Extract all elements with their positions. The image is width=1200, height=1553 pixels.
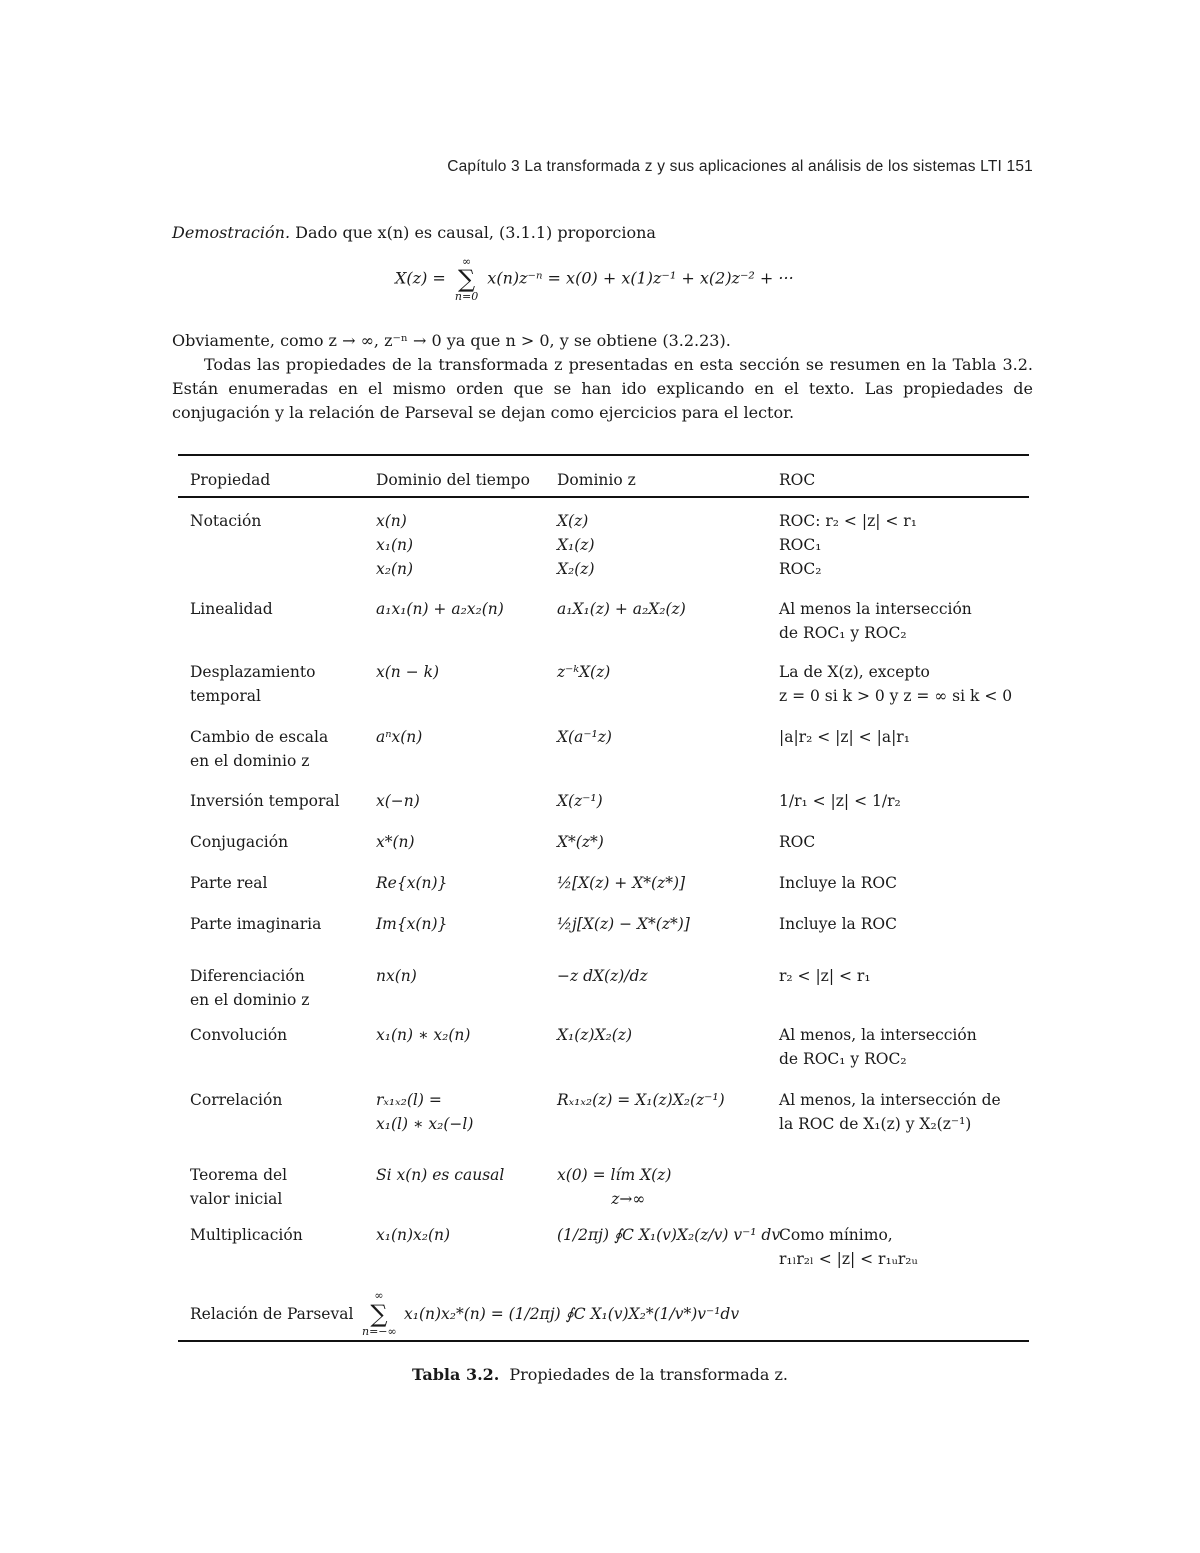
cell-z-domain: ½j[X(z) − X*(z*)] — [557, 915, 690, 933]
cell-roc: 1/r₁ < |z| < 1/r₂ — [779, 792, 901, 810]
cell-z-domain: a₁X₁(z) + a₂X₂(z) — [557, 600, 686, 618]
parseval-expression: x₁(n)x₂*(n) = (1/2πj) ∮C X₁(v)X₂*(1/v*)v⁻¹dv — [404, 1305, 740, 1323]
cell-property: Conjugación — [190, 833, 289, 851]
cell-time-domain: x*(n) — [376, 833, 415, 851]
cell-z-domain: z⁻ᵏX(z) — [557, 663, 611, 681]
cell-property: Correlación — [190, 1091, 283, 1109]
cell-z-domain: X₁(z)X₂(z) — [557, 1026, 633, 1044]
col-header-dominio-tiempo: Dominio del tiempo — [376, 471, 530, 489]
parseval-label: Relación de Parseval — [190, 1305, 354, 1323]
cell-property: Desplazamiento temporal — [190, 663, 316, 705]
cell-z-domain: ½[X(z) + X*(z*)] — [557, 874, 686, 892]
cell-property: Teorema del valor inicial — [190, 1166, 288, 1208]
col-header-dominio-z: Dominio z — [557, 471, 636, 489]
cell-property: Linealidad — [190, 600, 273, 618]
cell-property: Notación — [190, 512, 262, 530]
cell-time-domain: rₓ₁ₓ₂(l) = x₁(l) ∗ x₂(−l) — [376, 1091, 474, 1133]
obviamente-line: Obviamente, como z → ∞, z⁻ⁿ → 0 ya que n > 0, y se obtiene (3.2.23). — [172, 331, 731, 350]
cell-roc: r₂ < |z| < r₁ — [779, 967, 871, 985]
cell-roc: Incluye la ROC — [779, 874, 897, 892]
sum-equation — [395, 256, 794, 302]
cell-time-domain: a₁x₁(n) + a₂x₂(n) — [376, 600, 504, 618]
cell-z-domain: Rₓ₁ₓ₂(z) = X₁(z)X₂(z⁻¹) — [557, 1091, 725, 1109]
table-bottom-rule — [178, 1340, 1029, 1342]
col-header-roc: ROC — [779, 471, 816, 489]
cell-z-domain: X(a⁻¹z) — [557, 728, 612, 746]
equation-left: X(z) = — [395, 268, 446, 288]
parseval-summation — [362, 1290, 396, 1338]
sigma-glyph: ∑ — [457, 265, 476, 293]
running-head: Capítulo 3 La transformada z y sus aplicaciones al análisis de los sistemas LTI 151 — [447, 158, 1033, 175]
cell-z-domain: X*(z*) — [557, 833, 604, 851]
cell-z-domain: x(0) = lím X(z) z→∞ — [557, 1166, 672, 1208]
cell-z-domain: X(z⁻¹) — [557, 792, 603, 810]
table-header-rule — [178, 496, 1029, 498]
cell-time-domain: x₁(n) ∗ x₂(n) — [376, 1026, 471, 1044]
table-top-rule — [178, 454, 1029, 456]
cell-roc: |a|r₂ < |z| < |a|r₁ — [779, 728, 910, 746]
cell-time-domain: Re{x(n)} — [376, 874, 448, 892]
parseval-sum-lower: n=−∞ — [362, 1325, 397, 1338]
cell-z-domain: (1/2πj) ∮C X₁(v)X₂(z/v) v⁻¹ dv — [557, 1226, 781, 1244]
cell-z-domain: −z dX(z)/dz — [557, 967, 648, 985]
cell-property: Convolución — [190, 1026, 288, 1044]
col-header-propiedad: Propiedad — [190, 471, 271, 489]
table-caption — [0, 1365, 1200, 1384]
demostracion-label: Demostración. — [172, 223, 291, 242]
cell-time-domain: Im{x(n)} — [376, 915, 448, 933]
cell-z-domain: X(z) X₁(z) X₂(z) — [557, 512, 595, 578]
cell-time-domain: x(−n) — [376, 792, 420, 810]
demostracion-text: Dado que x(n) es causal, (3.1.1) proporciona — [290, 223, 656, 242]
equation-right: x(n)z⁻ⁿ = x(0) + x(1)z⁻¹ + x(2)z⁻² + ··· — [487, 268, 794, 288]
cell-roc: ROC — [779, 833, 816, 851]
cell-time-domain: x₁(n)x₂(n) — [376, 1226, 451, 1244]
cell-property: Inversión temporal — [190, 792, 340, 810]
cell-time-domain: x(n) x₁(n) x₂(n) — [376, 512, 414, 578]
caption-text: Propiedades de la transformada z. — [509, 1365, 788, 1384]
sum-lower-limit: n=0 — [454, 290, 479, 303]
cell-time-domain: x(n − k) — [376, 663, 440, 681]
cell-roc: Como mínimo, r₁ₗr₂ₗ < |z| < r₁ᵤr₂ᵤ — [779, 1226, 918, 1268]
summary-paragraph: Todas las propiedades de la transformada z presentadas en esta sección se resumen en la Tabla 3.2. Están enumeradas en el mismo orden que se han ido explicando en el texto. Las propiedades de conjugación y la relación de Parseval se dejan como ejercicios para el lector. — [172, 355, 1033, 422]
cell-roc: Al menos, la intersección de la ROC de X₁(z) y X₂(z⁻¹) — [779, 1091, 1001, 1133]
cell-roc: ROC: r₂ < |z| < r₁ ROC₁ ROC₂ — [779, 512, 917, 578]
cell-property: Parte real — [190, 874, 268, 892]
demostracion-line — [172, 221, 1033, 245]
cell-roc: Al menos la intersección de ROC₁ y ROC₂ — [779, 600, 972, 642]
cell-time-domain: Si x(n) es causal — [376, 1166, 505, 1184]
cell-roc: Al menos, la intersección de ROC₁ y ROC₂ — [779, 1026, 977, 1068]
cell-roc: La de X(z), excepto z = 0 si k > 0 y z = ∞ si k < 0 — [779, 663, 1013, 705]
cell-property: Diferenciación en el dominio z — [190, 967, 310, 1009]
cell-property: Cambio de escala en el dominio z — [190, 728, 329, 770]
cell-property: Parte imaginaria — [190, 915, 322, 933]
cell-property: Multiplicación — [190, 1226, 303, 1244]
parseval-sigma: ∑ — [370, 1300, 388, 1328]
cell-time-domain: nx(n) — [376, 967, 417, 985]
sum-upper-limit: ∞ — [461, 255, 472, 268]
summation-symbol — [455, 256, 478, 302]
cell-roc: Incluye la ROC — [779, 915, 897, 933]
parseval-sum-upper: ∞ — [374, 1289, 384, 1302]
caption-label: Tabla 3.2. — [412, 1365, 500, 1384]
cell-time-domain: aⁿx(n) — [376, 728, 423, 746]
